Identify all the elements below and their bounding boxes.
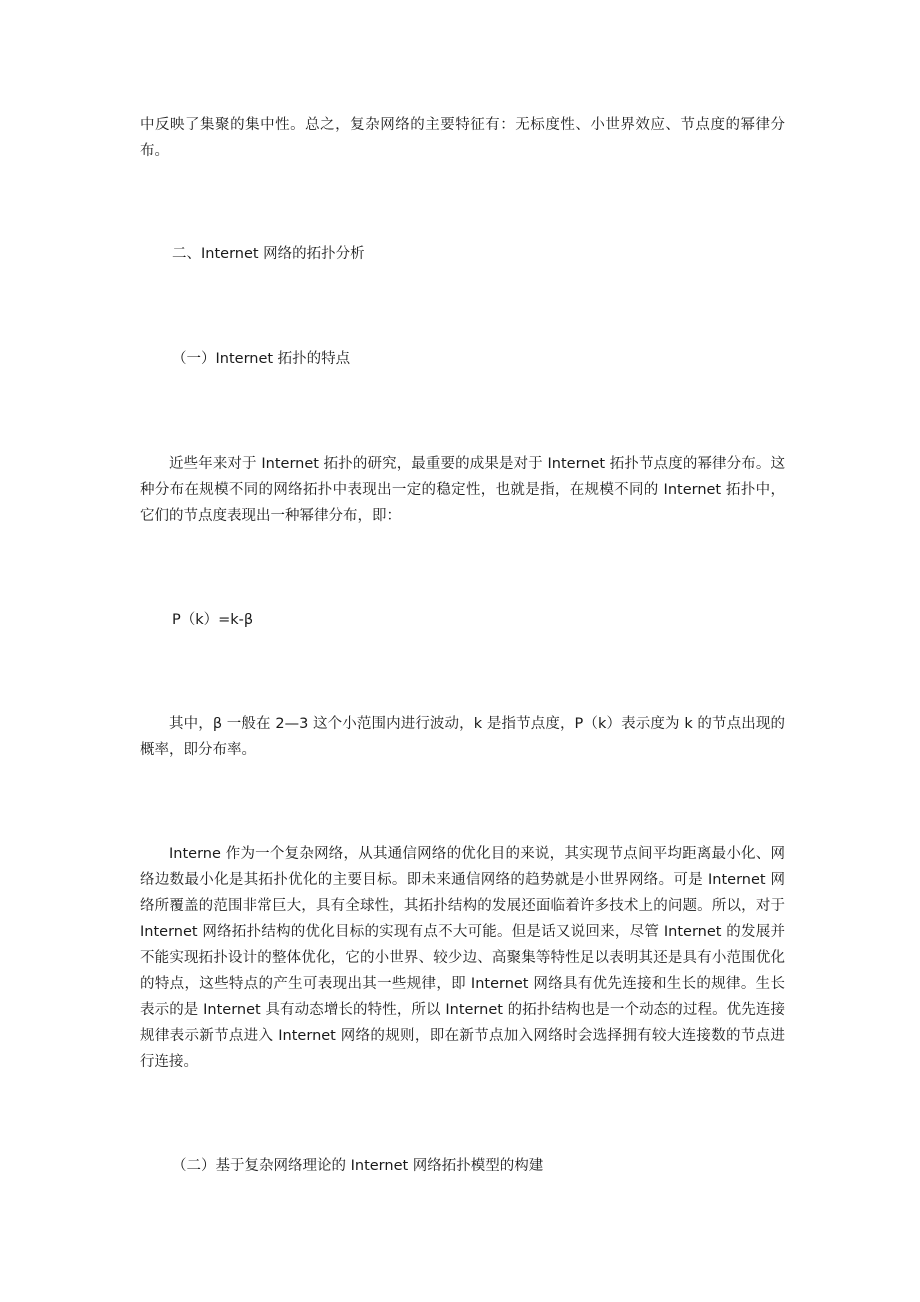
subsection-one-heading: （一）Internet 拓扑的特点 xyxy=(172,351,351,367)
paragraph-formula-explanation: 其中，β 一般在 2—3 这个小范围内进行波动，k 是指节点度，P（k）表示度为 k 的节点出现的概率，即分布率。 xyxy=(140,716,785,758)
subsection-two-heading: （二）基于复杂网络理论的 Internet 网络拓扑模型的构建 xyxy=(172,1158,544,1174)
paragraph-intro-tail: 中反映了集聚的集中性。总之，复杂网络的主要特征有：无标度性、小世界效应、节点度的幂律分布。 xyxy=(140,117,785,159)
formula-power-law: P（k）=k-β xyxy=(172,612,254,628)
paragraph-internet-complex-network: Interne 作为一个复杂网络，从其通信网络的优化目的来说，其实现节点间平均距离最小化、网络边数最小化是其拓扑优化的主要目标。即未来通信网络的趋势就是小世界网络。可是 Internet 网络所覆盖的范围非常巨大，具有全球性，其拓扑结构的发展还面临着许多技术上的问题。所以，对于 Internet 网络拓扑结构的优化目标的实现有点不大可能。但是话又说回来，尽管 Internet 的发展并不能实现拓扑设计的整体优化，它的小世界、较少边、高聚集等特性足以表明其还是具有小范围优化的特点，这些特点的产生可表现出其一些规律，即 Internet 网络具有优先连接和生长的规律。生长表示的是 Internet 具有动态增长的特性，所以 Internet 的拓扑结构也是一个动态的过程。优先连接规律表示新节点进入 Internet 网络的规则，即在新节点加入网络时会选择拥有较大连接数的节点进行连接。 xyxy=(140,846,785,1070)
section-two-heading: 二、Internet 网络的拓扑分析 xyxy=(172,246,365,262)
paragraph-power-law: 近些年来对于 Internet 拓扑的研究，最重要的成果是对于 Internet 拓扑节点度的幂律分布。这种分布在规模不同的网络拓扑中表现出一定的稳定性，也就是指，在规模不同的 Internet 拓扑中，它们的节点度表现出一种幂律分布，即： xyxy=(140,456,785,524)
